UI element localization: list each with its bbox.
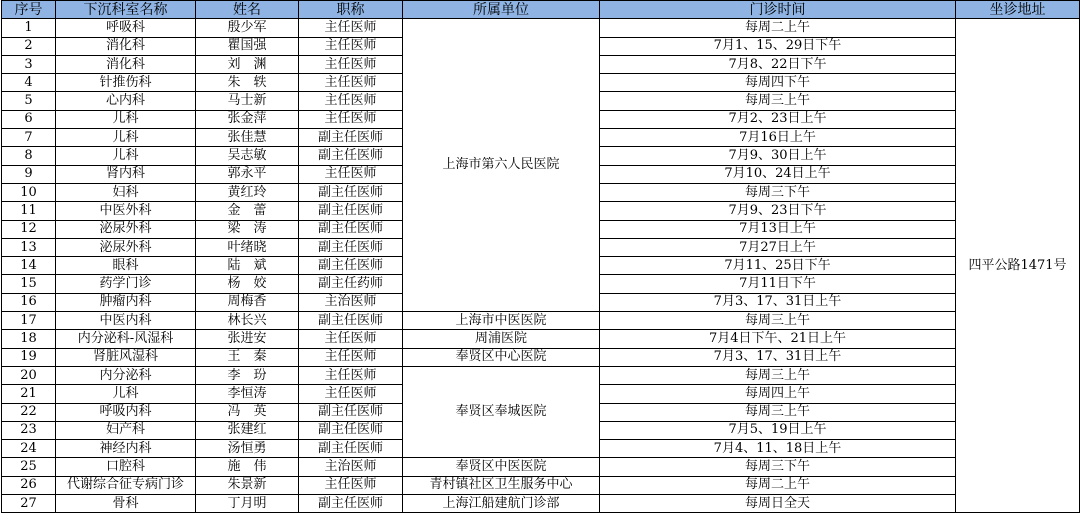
header-unit: 所属单位 (403, 1, 600, 19)
cell-time: 每周三下午 (600, 183, 956, 201)
cell-time: 7月4、11、18日上午 (600, 440, 956, 458)
cell-dept: 儿科 (56, 110, 196, 128)
cell-time: 每周三下午 (600, 458, 956, 476)
cell-title: 主治医师 (299, 458, 403, 476)
header-address: 坐诊地址 (956, 1, 1080, 19)
cell-title: 主任医师 (299, 110, 403, 128)
cell-title: 副主任医师 (299, 421, 403, 439)
cell-time: 7月3、17、31日上午 (600, 293, 956, 311)
cell-name: 汤恒勇 (196, 440, 299, 458)
cell-dept: 妇产科 (56, 421, 196, 439)
cell-seq: 16 (2, 293, 56, 311)
table-row (2, 458, 1080, 476)
cell-name: 李恒涛 (196, 385, 299, 403)
cell-title: 主任医师 (299, 55, 403, 73)
cell-time: 7月10、24日上午 (600, 165, 956, 183)
table-row (2, 330, 1080, 348)
header-time: 门诊时间 (600, 1, 956, 19)
cell-name: 陆 斌 (196, 257, 299, 275)
cell-title: 主治医师 (299, 293, 403, 311)
cell-dept: 呼吸内科 (56, 403, 196, 421)
cell-name: 黄红玲 (196, 183, 299, 201)
table-row (2, 348, 1080, 366)
cell-unit: 奉贤区中心医院 (403, 348, 600, 366)
cell-time: 7月13日上午 (600, 220, 956, 238)
cell-name: 马士新 (196, 92, 299, 110)
cell-seq: 22 (2, 403, 56, 421)
cell-seq: 3 (2, 55, 56, 73)
cell-seq: 11 (2, 202, 56, 220)
cell-title: 副主任药师 (299, 275, 403, 293)
cell-name: 丁月明 (196, 495, 299, 513)
cell-name: 梁 涛 (196, 220, 299, 238)
cell-dept: 代谢综合征专病门诊 (56, 476, 196, 494)
cell-time: 每周三上午 (600, 403, 956, 421)
cell-seq: 13 (2, 238, 56, 256)
cell-title: 主任医师 (299, 92, 403, 110)
cell-unit: 青村镇社区卫生服务中心 (403, 476, 600, 494)
cell-address: 四平公路1471号 (956, 19, 1080, 513)
cell-dept: 口腔科 (56, 458, 196, 476)
header-row (2, 1, 1080, 19)
cell-title: 副主任医师 (299, 129, 403, 147)
cell-dept: 骨科 (56, 495, 196, 513)
cell-dept: 内分泌科 (56, 366, 196, 384)
cell-time: 7月2、23日上午 (600, 110, 956, 128)
cell-name: 李 玢 (196, 366, 299, 384)
cell-time: 每周日全天 (600, 495, 956, 513)
cell-title: 副主任医师 (299, 183, 403, 201)
cell-seq: 10 (2, 183, 56, 201)
table-row (2, 312, 1080, 330)
cell-unit: 上海市中医医院 (403, 312, 600, 330)
cell-seq: 12 (2, 220, 56, 238)
cell-time: 7月1、15、29日下午 (600, 37, 956, 55)
cell-seq: 6 (2, 110, 56, 128)
cell-name: 冯 英 (196, 403, 299, 421)
table-row (2, 476, 1080, 494)
cell-seq: 5 (2, 92, 56, 110)
cell-dept: 肾内科 (56, 165, 196, 183)
cell-title: 主任医师 (299, 37, 403, 55)
cell-seq: 9 (2, 165, 56, 183)
cell-time: 每周三上午 (600, 92, 956, 110)
cell-dept: 心内科 (56, 92, 196, 110)
cell-name: 王 秦 (196, 348, 299, 366)
cell-dept: 针推伤科 (56, 74, 196, 92)
cell-title: 副主任医师 (299, 312, 403, 330)
cell-seq: 26 (2, 476, 56, 494)
cell-seq: 4 (2, 74, 56, 92)
cell-unit: 上海江船建航门诊部 (403, 495, 600, 513)
cell-name: 张进安 (196, 330, 299, 348)
cell-title: 副主任医师 (299, 403, 403, 421)
cell-unit: 上海市第六人民医院 (403, 19, 600, 312)
cell-seq: 19 (2, 348, 56, 366)
cell-seq: 17 (2, 312, 56, 330)
cell-name: 叶绪晓 (196, 238, 299, 256)
cell-name: 金 蕾 (196, 202, 299, 220)
cell-time: 7月16日上午 (600, 129, 956, 147)
cell-name: 朱景新 (196, 476, 299, 494)
cell-seq: 24 (2, 440, 56, 458)
cell-dept: 肾脏风湿科 (56, 348, 196, 366)
cell-name: 林长兴 (196, 312, 299, 330)
cell-name: 刘 渊 (196, 55, 299, 73)
cell-name: 郭永平 (196, 165, 299, 183)
cell-dept: 消化科 (56, 55, 196, 73)
cell-time: 7月9、30日上午 (600, 147, 956, 165)
cell-time: 每周四上午 (600, 385, 956, 403)
clinic-schedule-table (1, 0, 1080, 513)
cell-seq: 2 (2, 37, 56, 55)
cell-time: 7月11日下午 (600, 275, 956, 293)
cell-dept: 眼科 (56, 257, 196, 275)
cell-name: 张佳慧 (196, 129, 299, 147)
cell-time: 7月9、23日下午 (600, 202, 956, 220)
cell-name: 杨 姣 (196, 275, 299, 293)
cell-name: 张建红 (196, 421, 299, 439)
cell-seq: 1 (2, 19, 56, 37)
cell-name: 张金萍 (196, 110, 299, 128)
cell-dept: 肿瘤内科 (56, 293, 196, 311)
table-row (2, 366, 1080, 384)
header-dept: 下沉科室名称 (56, 1, 196, 19)
cell-dept: 妇科 (56, 183, 196, 201)
cell-title: 主任医师 (299, 385, 403, 403)
cell-unit: 奉贤区中医医院 (403, 458, 600, 476)
cell-dept: 内分泌科-风湿科 (56, 330, 196, 348)
cell-dept: 儿科 (56, 385, 196, 403)
cell-dept: 药学门诊 (56, 275, 196, 293)
table-row (2, 495, 1080, 513)
cell-name: 瞿国强 (196, 37, 299, 55)
table-row (2, 19, 1080, 37)
cell-dept: 中医外科 (56, 202, 196, 220)
cell-time: 7月5、19日上午 (600, 421, 956, 439)
cell-title: 主任医师 (299, 19, 403, 37)
cell-title: 副主任医师 (299, 257, 403, 275)
cell-seq: 23 (2, 421, 56, 439)
cell-time: 每周二上午 (600, 19, 956, 37)
cell-dept: 神经内科 (56, 440, 196, 458)
cell-title: 副主任医师 (299, 147, 403, 165)
cell-time: 每周三上午 (600, 366, 956, 384)
cell-title: 主任医师 (299, 165, 403, 183)
cell-dept: 儿科 (56, 129, 196, 147)
cell-title: 副主任医师 (299, 202, 403, 220)
cell-time: 7月27日上午 (600, 238, 956, 256)
cell-time: 7月11、25日下午 (600, 257, 956, 275)
cell-name: 吴志敏 (196, 147, 299, 165)
cell-title: 主任医师 (299, 348, 403, 366)
cell-dept: 消化科 (56, 37, 196, 55)
cell-time: 7月4日下午、21日上午 (600, 330, 956, 348)
cell-time: 7月8、22日下午 (600, 55, 956, 73)
cell-time: 7月3、17、31日上午 (600, 348, 956, 366)
cell-dept: 中医内科 (56, 312, 196, 330)
cell-dept: 呼吸科 (56, 19, 196, 37)
cell-name: 施 伟 (196, 458, 299, 476)
cell-dept: 泌尿外科 (56, 238, 196, 256)
cell-time: 每周四下午 (600, 74, 956, 92)
header-title: 职称 (299, 1, 403, 19)
cell-title: 副主任医师 (299, 238, 403, 256)
header-seq: 序号 (2, 1, 56, 19)
header-name: 姓名 (196, 1, 299, 19)
cell-dept: 儿科 (56, 147, 196, 165)
cell-title: 副主任医师 (299, 220, 403, 238)
cell-time: 每周二上午 (600, 476, 956, 494)
cell-unit: 周浦医院 (403, 330, 600, 348)
cell-title: 副主任医师 (299, 495, 403, 513)
cell-seq: 8 (2, 147, 56, 165)
cell-seq: 25 (2, 458, 56, 476)
cell-dept: 泌尿外科 (56, 220, 196, 238)
table-body (2, 19, 1080, 513)
cell-name: 殷少军 (196, 19, 299, 37)
cell-seq: 21 (2, 385, 56, 403)
cell-name: 周梅香 (196, 293, 299, 311)
cell-name: 朱 轶 (196, 74, 299, 92)
cell-seq: 27 (2, 495, 56, 513)
cell-seq: 18 (2, 330, 56, 348)
cell-unit: 奉贤区奉城医院 (403, 366, 600, 457)
cell-title: 主任医师 (299, 74, 403, 92)
cell-title: 副主任医师 (299, 440, 403, 458)
cell-time: 每周三上午 (600, 312, 956, 330)
cell-seq: 14 (2, 257, 56, 275)
cell-title: 主任医师 (299, 330, 403, 348)
cell-seq: 20 (2, 366, 56, 384)
cell-seq: 7 (2, 129, 56, 147)
cell-title: 主任医师 (299, 366, 403, 384)
cell-seq: 15 (2, 275, 56, 293)
cell-title: 主任医师 (299, 476, 403, 494)
